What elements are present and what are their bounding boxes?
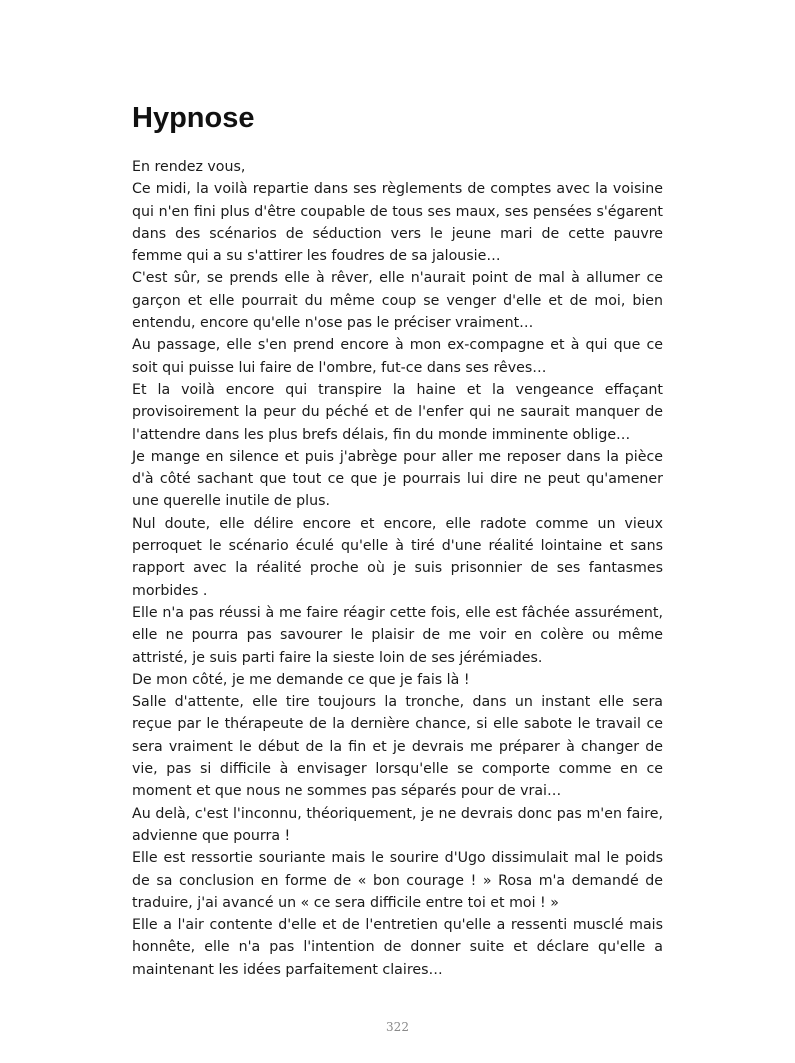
paragraph: Nul doute, elle délire encore et encore, elle radote comme un vieux perroquet le scénario éculé qu'elle à tiré d'une réalité lointaine et sans rapport avec la réalité proche où je suis prisonnier de ses fantasmes morbides . bbox=[132, 515, 663, 599]
page-title: Hypnose bbox=[132, 102, 255, 134]
paragraph: Elle n'a pas réussi à me faire réagir cette fois, elle est fâchée assurément, elle ne pourra pas savourer le plaisir de me voir en colère ou même attristé, je suis parti faire la sieste loin de ses jérémiades. bbox=[132, 604, 663, 666]
paragraph: De mon côté, je me demande ce que je fais là ! bbox=[132, 671, 470, 688]
page-number: 322 bbox=[386, 1020, 409, 1034]
paragraph: Elle est ressortie souriante mais le sourire d'Ugo dissimulait mal le poids de sa conclusion en forme de « bon courage ! » Rosa m'a demandé de traduire, j'ai avancé un « ce sera difficile entre toi et moi ! » bbox=[132, 850, 663, 911]
paragraph: Elle a l'air contente d'elle et de l'entretien qu'elle a ressenti musclé mais honnête, elle n'a pas l'intention de donner suite et déclare qu'elle a maintenant les idées parfaitement claires… bbox=[132, 917, 663, 978]
paragraph: Au delà, c'est l'inconnu, théoriquement, je ne devrais donc pas m'en faire, advienne que pourra ! bbox=[132, 805, 663, 844]
body-text bbox=[132, 156, 663, 981]
paragraph: Et la voilà encore qui transpire la haine et la vengeance effaçant provisoirement la peur du péché et de l'enfer qui ne saurait manquer de l'attendre dans les plus brefs délais, fin du monde imminente oblige… bbox=[132, 381, 663, 443]
paragraph: Salle d'attente, elle tire toujours la tronche, dans un instant elle sera reçue par le thérapeute de la dernière chance, si elle sabote le travail ce sera vraiment le début de la fin et je devrais me préparer à changer de vie, pas si difficile à envisager lorsqu'elle se comporte comme en ce moment et que nous ne sommes pas séparés pour de vrai… bbox=[132, 694, 663, 800]
paragraph: Ce midi, la voilà repartie dans ses règlements de comptes avec la voisine qui n'en fini plus d'être coupable de tous ses maux, ses pensées s'égarent dans des scénarios de séduction vers le jeune mari de cette pauvre femme qui a su s'attirer les foudres de sa jalousie… bbox=[132, 181, 663, 265]
paragraph: Au passage, elle s'en prend encore à mon ex-compagne et à qui que ce soit qui puisse lui faire de l'ombre, fut-ce dans ses rêves… bbox=[132, 337, 663, 376]
paragraph: C'est sûr, se prends elle à rêver, elle n'aurait point de mal à allumer ce garçon et elle pourrait du même coup se venger d'elle et de moi, bien entendu, encore qu'elle n'ose pas le préciser vraiment… bbox=[132, 270, 663, 332]
paragraph: Je mange en silence et puis j'abrège pour aller me reposer dans la pièce d'à côté sachant que tout ce que je pourrais lui dire ne peut qu'amener une querelle inutile de plus. bbox=[132, 448, 663, 510]
paragraph: En rendez vous, bbox=[132, 159, 246, 175]
